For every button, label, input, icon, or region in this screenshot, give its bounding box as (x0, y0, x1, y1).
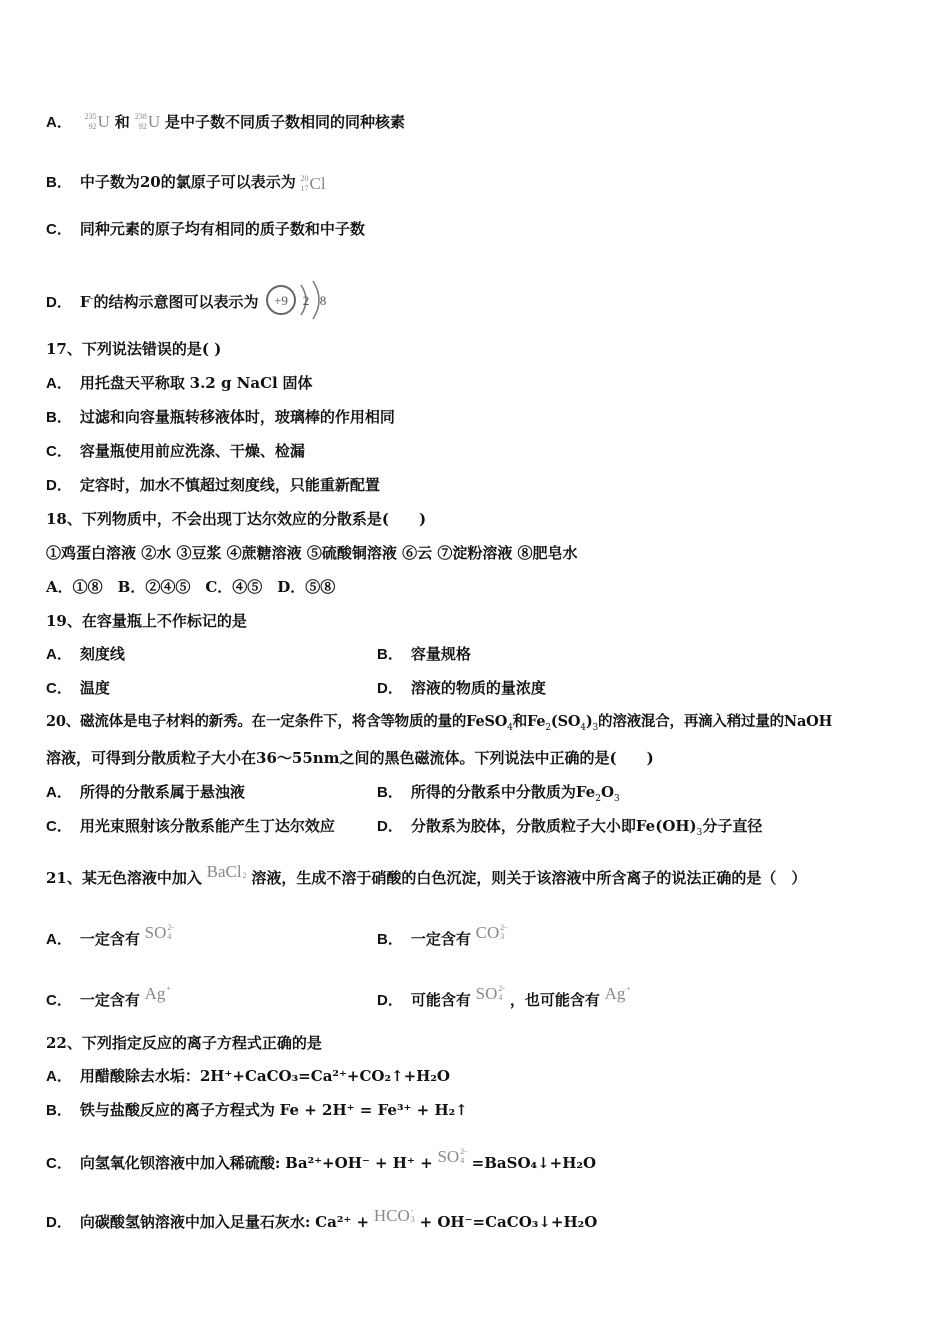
q16-option-b: B． 中子数为20的氯原子可以表示为 20 17 Cl (46, 173, 326, 193)
isotope-u235: 235 92 U (84, 112, 110, 131)
ion-silver: Ag + (144, 984, 171, 1003)
q16-option-c: C． 同种元素的原子均有相同的质子数和中子数 (46, 220, 365, 238)
q21-row-ab: A． 一定含有 SO 2- 4 B． 一定含有 CO 2- 3 (46, 923, 507, 948)
ion-silver: Ag + (604, 984, 631, 1003)
svg-text:+9: +9 (274, 293, 289, 308)
q17-option-c: C． 容量瓶使用前应洗涤、干燥、检漏 (46, 442, 305, 460)
option-label: A． (46, 114, 72, 131)
ion-bicarbonate: HCO - 3 (373, 1206, 415, 1225)
q17-option-b: B． 过滤和向容量瓶转移液体时，玻璃棒的作用相同 (46, 408, 395, 426)
q22-option-a: A． 用醋酸除去水垢：2H⁺+CaCO₃=Ca²⁺+CO₂↑+H₂O (46, 1067, 450, 1085)
q22-stem: 22、下列指定反应的离子方程式正确的是 (46, 1034, 322, 1052)
fluoride-ion-structure-diagram (263, 279, 333, 321)
q17-stem: 17、下列说法错误的是( ) (46, 340, 222, 358)
q18-items: ①鸡蛋白溶液 ②水 ③豆浆 ④蔗糖溶液 ⑤硫酸铜溶液 ⑥云 ⑦淀粉溶液 ⑧肥皂水 (46, 544, 578, 562)
q19-stem: 19、在容量瓶上不作标记的是 (46, 612, 247, 630)
ion-sulfate: SO 2- 4 (144, 923, 175, 942)
q21-stem: 21、某无色溶液中加入 BaCl 2 溶液，生成不溶于硝酸的白色沉淀，则关于该溶液中所含离子的说法正确的是（ ） (46, 862, 807, 887)
q17-option-d: D． 定容时，加水不慎超过刻度线，只能重新配置 (46, 476, 380, 494)
q19-row-cd: C． 温度 D． 溶液的物质的量浓度 (46, 679, 546, 697)
q22-option-c: C． 向氢氧化钡溶液中加入稀硫酸: Ba²⁺+OH⁻ + H⁺ + SO 2- 4 =BaSO₄↓+H₂O (46, 1147, 597, 1172)
q22-option-b: B． 铁与盐酸反应的离子方程式为 Fe + 2H⁺ = Fe³⁺ + H₂↑ (46, 1101, 468, 1119)
q20-stem-line1: 20、磁流体是电子材料的新秀。在一定条件下，将含等物质的量的FeSO$_4$和$Fe_2(SO_4)_3$的溶液混合，再滴入稍过量的NaOH (46, 713, 833, 733)
ion-sulfate: SO 2- 4 (437, 1147, 467, 1166)
q22-option-d: D． 向碳酸氢钠溶液中加入足量石灰水: Ca²⁺ + HCO - 3 + OH⁻=CaCO₃↓+H₂O (46, 1206, 598, 1231)
q21-row-cd: C． 一定含有 Ag + D． 可能含有 SO 2- 4 ，也可能含有 Ag + (46, 984, 631, 1009)
ion-carbonate: CO 2- 3 (475, 923, 507, 942)
q16-option-d: D． F-的结构示意图可以表示为 +9 2 8 (46, 279, 333, 321)
isotope-cl: 20 17 Cl (300, 174, 326, 193)
isotope-u238: 238 92 U (134, 112, 161, 131)
q20-row-ab: A． 所得的分散系属于悬浊液 B． 所得的分散系中分散质为$Fe_2O_3$ (46, 783, 620, 804)
q20-row-cd: C． 用光束照射该分散系能产生丁达尔效应 D． 分散系为胶体，分散质粒子大小即$Fe(OH)_3$分子直径 (46, 817, 763, 838)
q19-row-ab: A． 刻度线 B． 容量规格 (46, 645, 471, 663)
svg-text:8: 8 (320, 293, 327, 308)
q18-options: A．①⑧ B．②④⑤ C．④⑤ D．⑤⑧ (46, 578, 336, 596)
q17-option-a: A． 用托盘天平称取 3.2 g NaCl 固体 (46, 374, 313, 392)
q20-stem-line2: 溶液，可得到分散质粒子大小在36～55nm之间的黑色磁流体。下列说法中正确的是( ) (46, 749, 654, 767)
reagent-bacl2: BaCl 2 (206, 862, 247, 881)
q18-stem: 18、下列物质中，不会出现丁达尔效应的分散系是( ) (46, 510, 427, 528)
svg-text:2: 2 (303, 293, 310, 308)
ion-sulfate: SO 2- 4 (475, 984, 506, 1003)
q16-option-a: A． 235 92 U 和 238 92 U 是中子数不同质子数相同的同种核素 (46, 112, 405, 131)
